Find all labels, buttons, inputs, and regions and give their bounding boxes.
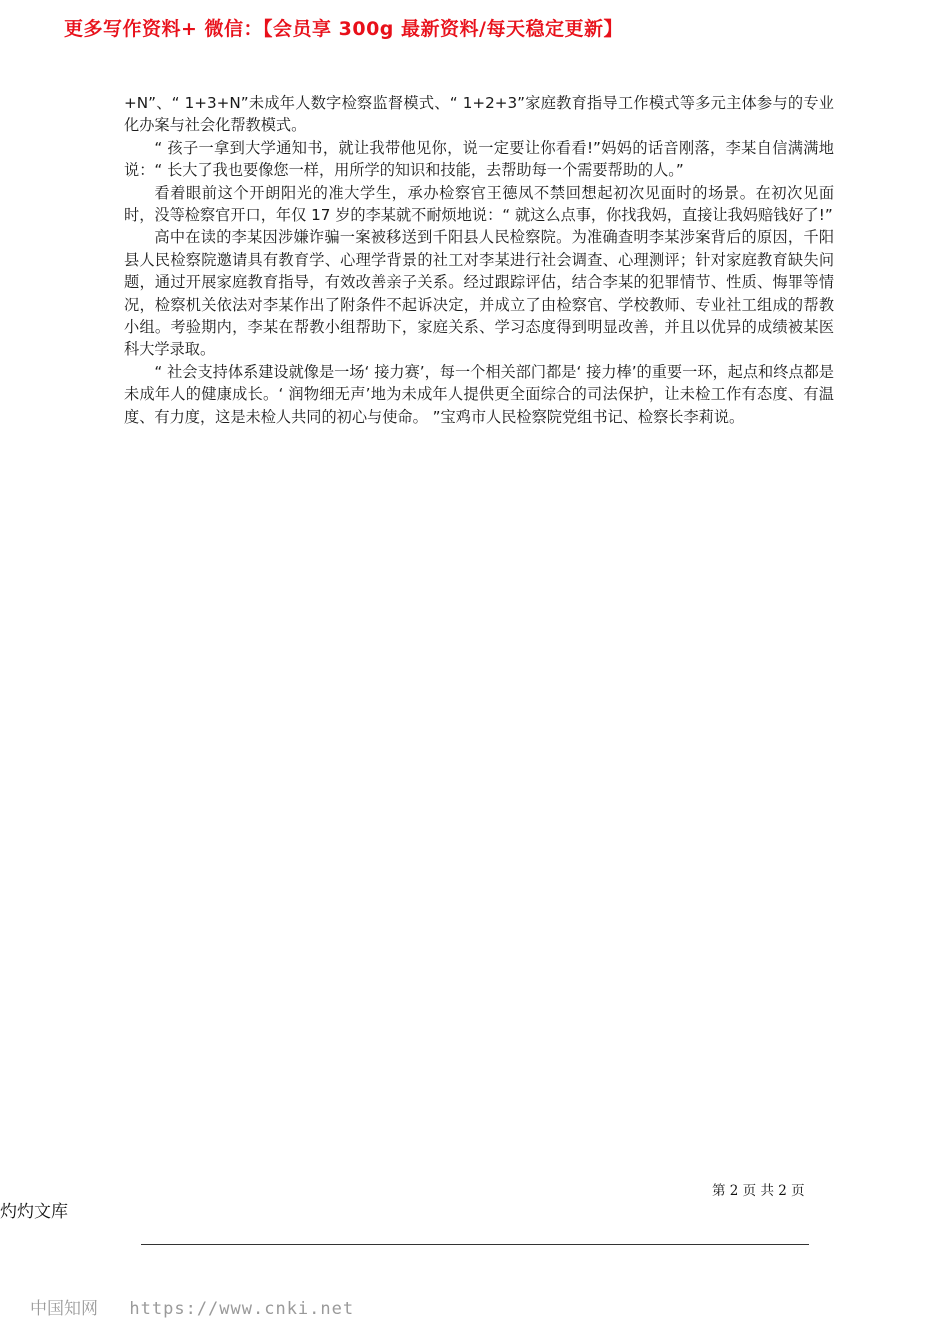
article-paragraph: 看着眼前这个开朗阳光的准大学生，承办检察官王德凤不禁回想起初次见面时的场景。在初次见面时，没等检察官开口，年仅 17 岁的李某就不耐烦地说：“ 就这么点事，你找我妈，直接让我妈赔钱好了!” (124, 183, 834, 225)
article-paragraph: +N”、“ 1+3+N”未成年人数字检察监督模式、“ 1+2+3”家庭教育指导工作模式等多元主体参与的专业化办案与社会化帮教模式。 (124, 94, 834, 135)
watermark (30, 1294, 354, 1319)
promo-banner: 更多写作资料+ 微信：【会员享 300g 最新资料/每天稳定更新】 (64, 18, 623, 40)
watermark-name: 中国知网 (30, 1299, 98, 1319)
article-paragraph: 高中在读的李某因涉嫌诈骗一案被移送到千阳县人民检察院。为准确查明李某涉案背后的原因，千阳县人民检察院邀请具有教育学、心理学背景的社工对李某进行社会调查、心理测评；针对家庭教育缺失问题，通过开展家庭教育指导，有效改善亲子关系。经过跟踪评估，结合李某的犯罪情节、性质、悔罪等情况，检察机关依法对李某作出了附条件不起诉决定，并成立了由检察官、学校教师、专业社工组成的帮教小组。考验期内，李某在帮教小组帮助下，家庭关系、学习态度得到明显改善，并且以优异的成绩被某医科大学录取。 (124, 228, 834, 359)
article-paragraph: “ 社会支持体系建设就像是一场‘ 接力赛’，每一个相关部门都是‘ 接力棒’的重要一环，起点和终点都是未成年人的健康成长。‘ 润物细无声’地为未成年人提供更全面综合的司法保护，让未检工作有态度、有温度、有力度，这是未检人共同的初心与使命。 ”宝鸡市人民检察院党组书记、检察长李莉说。 (124, 362, 834, 426)
page-number: 第 2 页 共 2 页 (712, 1183, 805, 1199)
watermark-url: https://www.cnki.net (129, 1299, 355, 1319)
footer-divider (141, 1244, 809, 1245)
library-name: 灼灼文库 (0, 1202, 68, 1222)
article-body (124, 92, 834, 428)
article-paragraph: “ 孩子一拿到大学通知书，就让我带他见你，说一定要让你看看!”妈妈的话音刚落，李某自信满满地说：“ 长大了我也要像您一样，用所学的知识和技能，去帮助每一个需要帮助的人。” (124, 138, 834, 180)
